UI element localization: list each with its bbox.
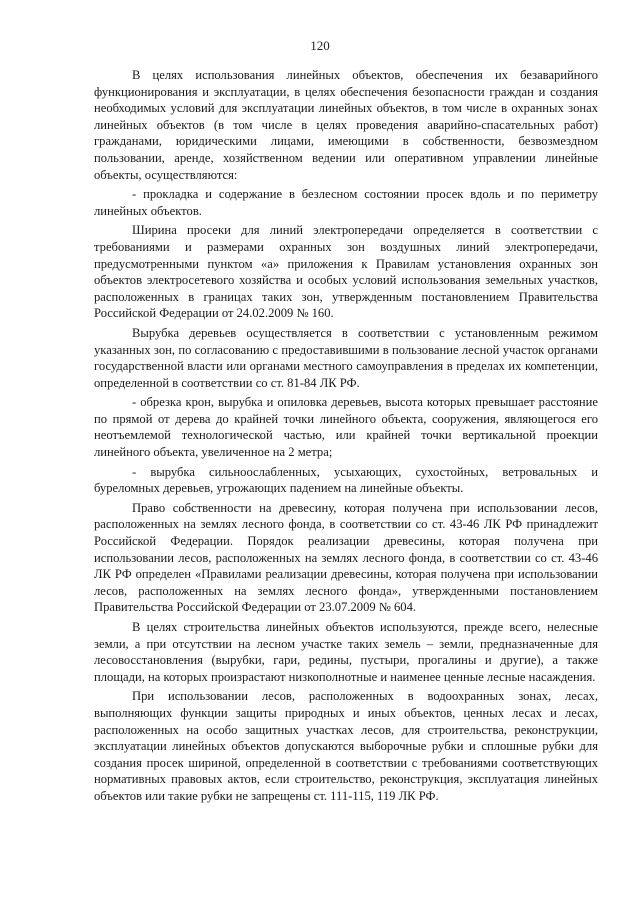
paragraph-timber-ownership: Право собственности на древесину, которая получена при использовании лесов, расположенных на землях лесного фонда, в соответствии со ст. 43-46 ЛК РФ принадлежит Российской Федерации. Порядок реализации древесины, которая получена при использовании лесов, расположенных на землях лесного фонда, в соответствии со ст. 43-46 ЛК РФ определен «Правилами реализации древесины, которая получена при использовании лесов, расположенных на землях лесного фонда», утвержденными постановлением Правительства Российской Федерации от 23.07.2009 № 604. xyxy=(94,500,598,615)
paragraph-protected-forests: При использовании лесов, расположенных в водоохранных зонах, лесах, выполняющих функции защиты природных и иных объектов, ценных лесах и лесах, расположенных на особо защитных участках лесов, для строительства, реконструкции, эксплуатации линейных объектов допускаются выборочные рубки и сплошные рубки для создания просек шириной, определенной в соответствии с требованиями соответствующих нормативных правовых актов, если строительство, реконструкция, эксплуатация линейных объектов или такие рубки не запрещены ст. 111-115, 119 ЛК РФ. xyxy=(94,689,598,803)
list-item-clearing-maintenance: - прокладка и содержание в безлесном состоянии просек вдоль и по периметру линейных объектов. xyxy=(94,187,598,218)
list-item-weak-trees-felling: - вырубка сильноослабленных, усыхающих, сухостойных, ветровальных и буреломных деревьев, угрожающих падением на линейные объекты. xyxy=(94,464,598,496)
paragraph-tree-felling: Вырубка деревьев осуществляется в соответствии с установленным режимом указанных зон, по согласованию с предоставившими в пользование лесной участок органами государственной власти или органами местного самоуправления в пределах их компетенции, определенной в соответствии со ст. 81-84 ЛК РФ. xyxy=(94,325,598,390)
paragraph-linear-objects-purposes: В целях использования линейных объектов, обеспечения их безаварийного функционирования и эксплуатации, в целях обеспечения безопасности граждан и создания необходимых условий для эксплуатации линейных объектов, в том числе в охранных зонах линейных объектов (в том числе в целях проведения аварийно-спасательных работ) гражданами, юридическими лицами, имеющими в собственности, безвозмездном пользовании, аренде, хозяйственном ведении или оперативном управлении линейные объекты, осуществляются: xyxy=(94,68,598,182)
paragraph-clearing-width: Ширина просеки для линий электропередачи определяется в соответствии с требованиями и размерами охранных зон воздушных линий электропередачи, предусмотренными пунктом «а» приложения к Правилам установления охранных зон объектов электросетевого хозяйства и особых условий использования земельных участков, расположенных в границах таких зон, утвержденным постановлением Правительства Российской Федерации от 24.02.2009 № 160. xyxy=(94,223,598,321)
paragraph-construction-lands: В целях строительства линейных объектов используются, прежде всего, нелесные земли, а при отсутствии на лесном участке таких земель – земли, предназначенные для лесовосстановления (вырубки, гари, редины, пустыри, прогалины и другие), а также площади, на которых произрастают низкополнотные и наименее ценные лесные насаждения. xyxy=(94,620,598,684)
list-item-crown-trimming: - обрезка крон, вырубка и опиловка деревьев, высота которых превышает расстояние по прямой от дерева до крайней точки линейного объекта, сооружения, являющегося его неотъемлемой технологической частью, или крайней точки вертикальной проекции линейного объекта, увеличенное на 2 метра; xyxy=(94,395,598,460)
document-body xyxy=(94,67,598,808)
page-number: 120 xyxy=(310,38,330,53)
